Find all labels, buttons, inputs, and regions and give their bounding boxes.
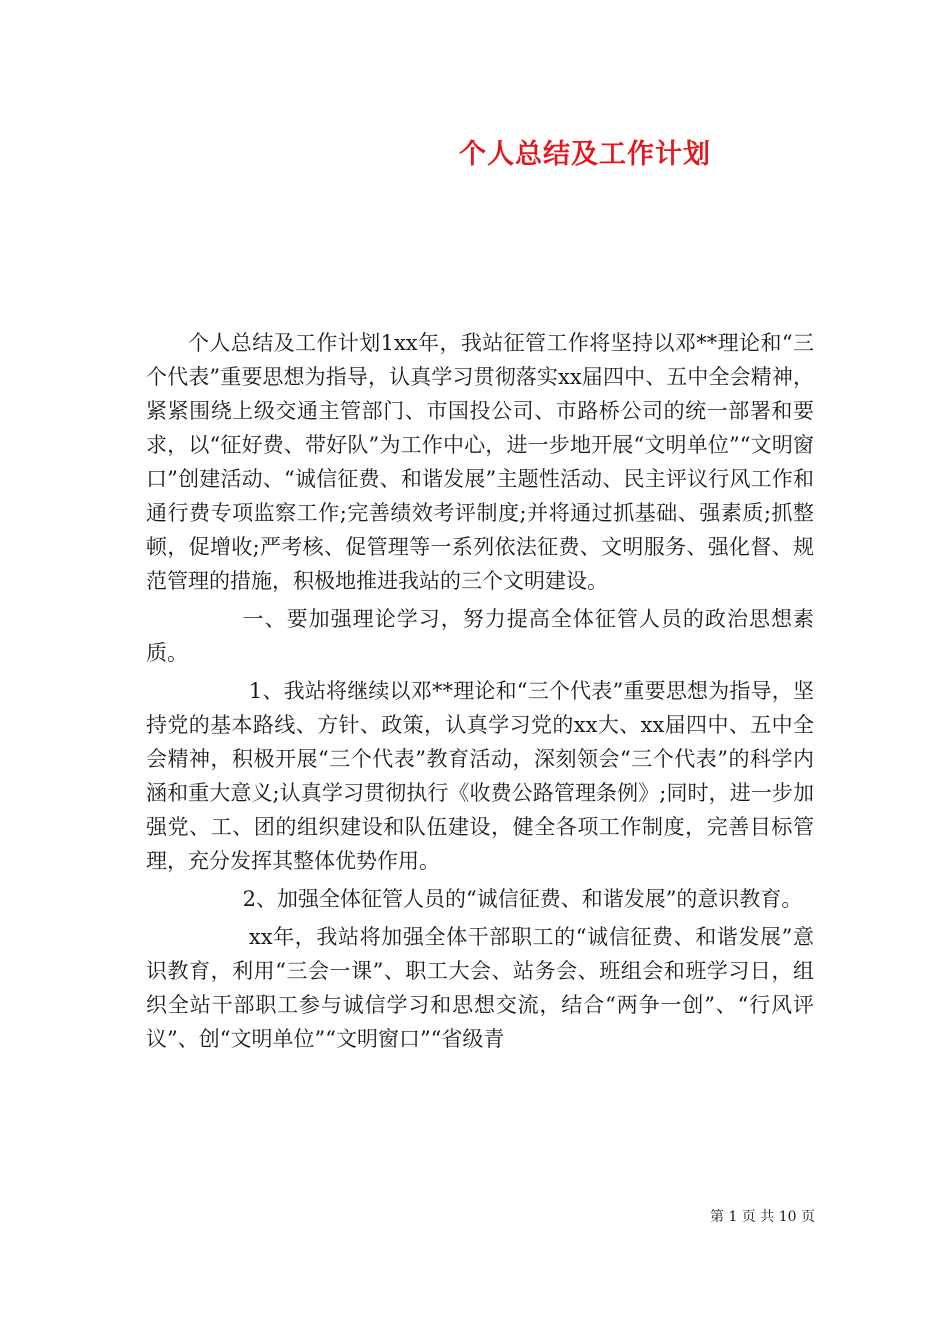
item-paragraph-2: xx年，我站将加强全体干部职工的“诚信征费、和谐发展”意识教育，利用“三会一课”、职工大会、站务会、班组会和班学习日，组织全站干部职工参与诚信学习和思想交流，结合“两争一创”、“行风评议”、创“文明单位”“文明窗口”“省级青 <box>146 925 814 1051</box>
item-paragraph-1: 1、我站将继续以邓**理论和“三个代表”重要思想为指导，坚持党的基本路线、方针、政策，认真学习党的xx大、xx届四中、五中全会精神，积极开展“三个代表”教育活动，深刻领会“三个代表”的科学内涵和重大意义;认真学习贯彻执行《收费公路管理条例》;同时，进一步加强党、工、团的组织建设和队伍建设，健全各项工作制度，完善目标管理，充分发挥其整体优势作用。 <box>146 679 814 873</box>
section-heading-1: 一、要加强理论学习，努力提高全体征管人员的政治思想素质。 <box>146 607 814 665</box>
item-heading-2: 2、加强全体征管人员的“诚信征费、和谐发展”的意识教育。 <box>242 887 803 911</box>
intro-paragraph: 个人总结及工作计划1xx年，我站征管工作将坚持以邓**理论和“三个代表”重要思想为指导，认真学习贯彻落实xx届四中、五中全会精神，紧紧围绕上级交通主管部门、市国投公司、市路桥公司的统一部署和要求，以“征好费、带好队”为工作中心，进一步地开展“文明单位”“文明窗口”创建活动、“诚信征费、和谐发展”主题性活动、民主评议行风工作和通行费专项监察工作;完善绩效考评制度;并将通过抓基础、强素质;抓整顿，促增收;严考核、促管理等一系列依法征费、文明服务、强化督、规范管理的措施，积极地推进我站的三个文明建设。 <box>146 331 814 593</box>
page-number: 第 1 页 共 10 页 <box>710 1209 815 1225</box>
document-body <box>146 326 814 1056</box>
page-title: 个人总结及工作计划 <box>459 139 711 170</box>
